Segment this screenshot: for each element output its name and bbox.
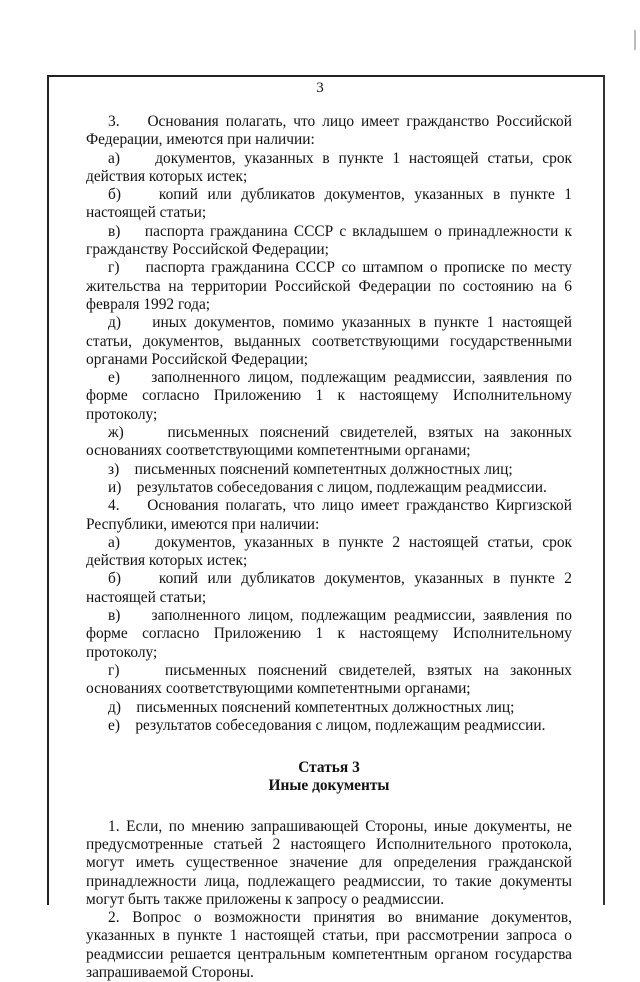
article-title: Иные документы — [268, 777, 390, 795]
list-item-4g: г) письменных пояснений свидетелей, взятых на законных основаниях соответствующими компетентными органами; — [86, 661, 572, 698]
paragraph-3: 3. Основания полагать, что лицо имеет гражданство Российской Федерации, имеются при наличии: — [86, 113, 572, 149]
list-item-3e: е) заполненного лицом, подлежащим реадмиссии, заявления по форме согласно Приложению 1 к настоящему Исполнительному протоколу; — [86, 369, 572, 423]
list-item-4v: в) заполненного лицом, подлежащим реадмиссии, заявления по форме согласно Приложению 1 к настоящему Исполнительному протоколу; — [86, 607, 572, 661]
article-paragraph-2: 2. Вопрос о возможности принятия во внимание документов, указанных в пункте 1 настоящей статьи, при рассмотрении запроса о реадмиссии решается центральным компетентным органом государства запрашиваемой Стороны. — [86, 909, 572, 982]
list-item-4b: б) копий или дубликатов документов, указанных в пункте 2 настоящей статьи; — [86, 570, 572, 606]
list-item-3d: д) иных документов, помимо указанных в пункте 1 настоящей статьи, документов, выданных соответствующими государственными органами Российской Федерации; — [86, 314, 572, 368]
article-paragraph-1: 1. Если, по мнению запрашивающей Стороны, иные документы, не предусмотренные статьей 2 настоящего Исполнительного протокола, могут иметь существенное значение для определения гражданской принадлежности лица, подлежащего реадмиссии, то такие документы могут быть также приложены к запросу о реадмиссии. — [86, 817, 572, 908]
list-item-4a: а) документов, указанных в пункте 2 настоящей статьи, срок действия которых истек; — [86, 533, 572, 570]
list-item-3z: з) письменных пояснений компетентных должностных лиц; — [108, 460, 513, 478]
page-frame-right-border — [603, 75, 605, 905]
list-item-3g: г) паспорта гражданина СССР со штампом о прописке по месту жительства на территории Российской Федерации по состоянию на 6 февраля 1992 года; — [86, 259, 572, 313]
page-number: 3 — [316, 80, 324, 96]
page-frame-left-border — [47, 75, 49, 905]
list-item-3v: в) паспорта гражданина СССР с вкладышем о принадлежности к гражданству Российской Федерации; — [86, 222, 572, 259]
list-item-3i: и) результатов собеседования с лицом, подлежащим реадмиссии. — [108, 478, 547, 496]
list-item-4d: д) письменных пояснений компетентных должностных лиц; — [108, 698, 515, 716]
scan-edge-mark — [634, 30, 636, 50]
list-item-4e: е) результатов собеседования с лицом, подлежащим реадмиссии. — [108, 716, 546, 734]
article-number: Статья 3 — [298, 759, 360, 777]
document-body — [86, 113, 572, 982]
list-item-3b: б) копий или дубликатов документов, указанных в пункте 1 настоящей статьи; — [86, 186, 572, 222]
list-item-3a: а) документов, указанных в пункте 1 настоящей статьи, срок действия которых истек; — [86, 149, 572, 185]
list-item-3zh: ж) письменных пояснений свидетелей, взятых на законных основаниях соответствующими компетентными органами; — [86, 424, 572, 460]
paragraph-4: 4. Основания полагать, что лицо имеет гражданство Киргизской Республики, имеются при наличии: — [86, 497, 572, 533]
page-frame-top-border — [48, 75, 605, 77]
